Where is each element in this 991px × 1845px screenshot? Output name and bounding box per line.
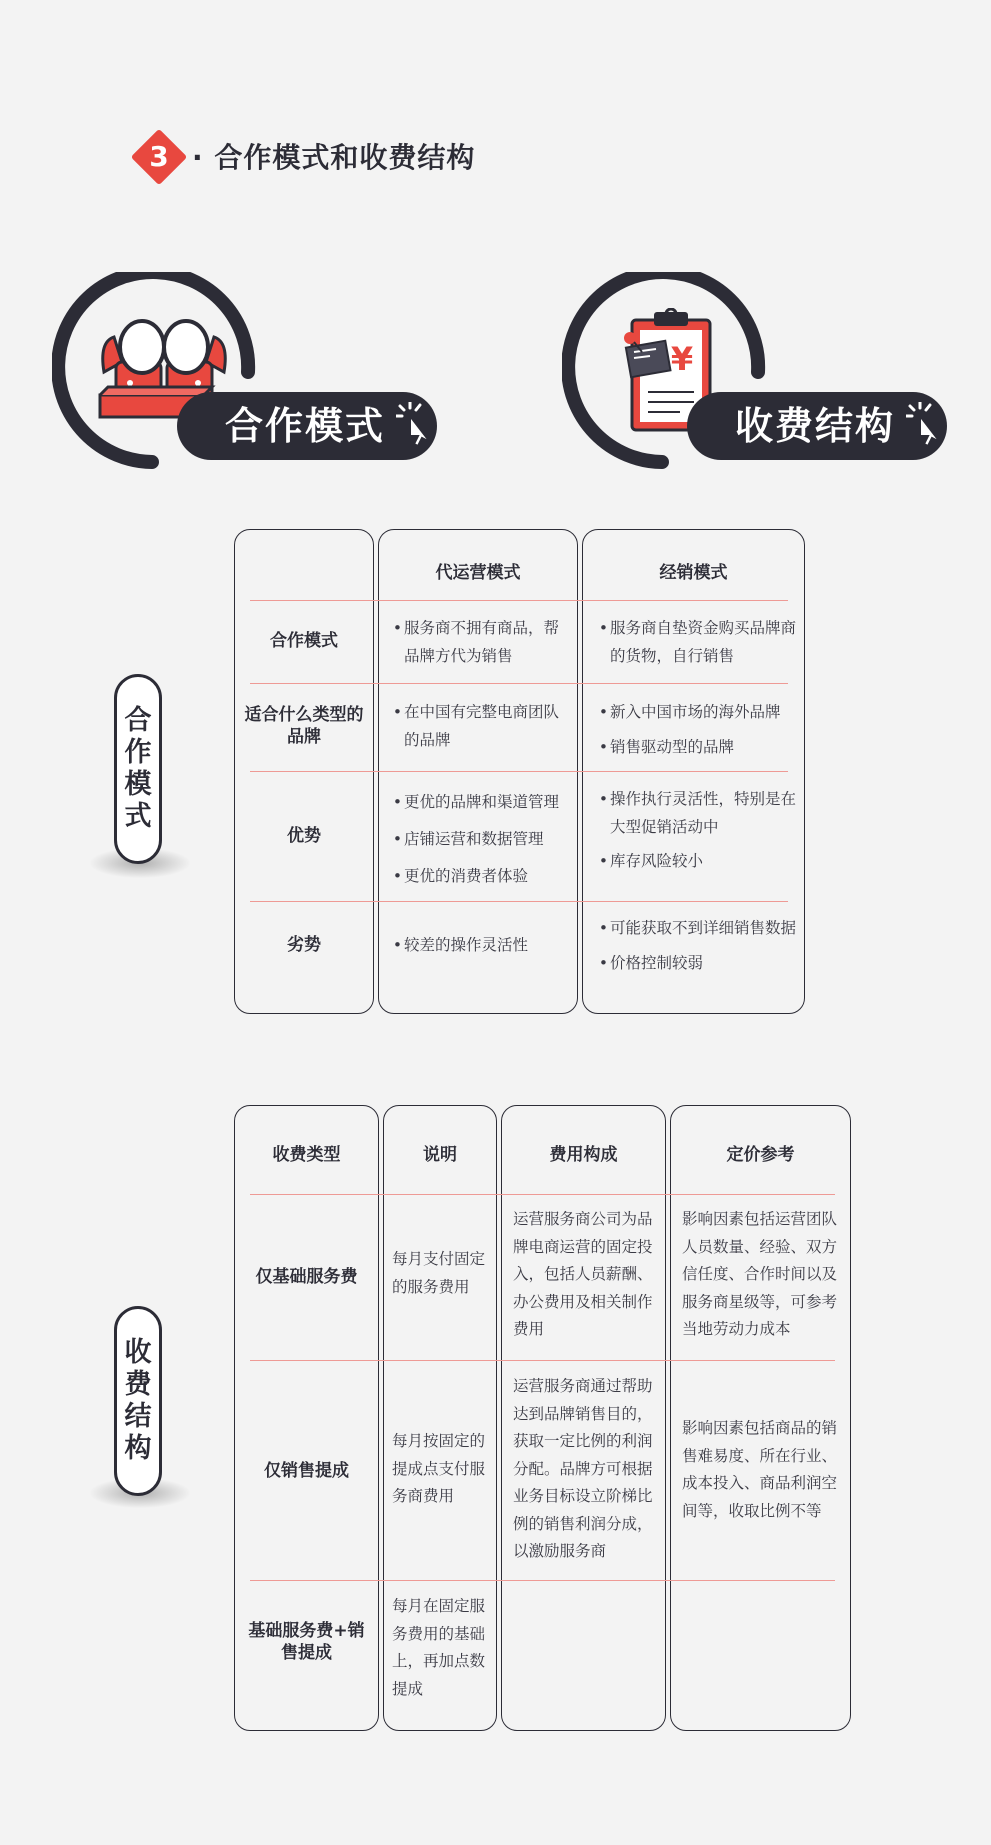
table-cell <box>597 695 799 765</box>
row-divider <box>250 1580 835 1581</box>
row-label: 仅销售提成 <box>264 1461 349 1481</box>
bullet-text: • 更优的品牌和渠道管理 <box>391 784 569 821</box>
bullet-text: • 库存风险较小 <box>597 847 799 875</box>
cursor-click-icon <box>396 402 444 450</box>
table-cell <box>391 784 569 895</box>
row-label: 合作模式 <box>270 631 338 651</box>
table-cell: 每月在固定服务费用的基础上，再加点数提成 <box>392 1597 486 1698</box>
side-label-char: 收 <box>124 1337 152 1368</box>
side-label-char: 结 <box>124 1401 152 1432</box>
table-cell: 影响因素包括运营团队人员数量、经验、双方信任度、合作时间以及服务商星级等，可参考当地劳动力成本 <box>682 1210 838 1338</box>
cursor-click-icon <box>906 402 954 450</box>
badge-fee <box>562 272 962 472</box>
bullet-text: • 价格控制较弱 <box>597 946 799 981</box>
column-header: 说明 <box>423 1145 457 1165</box>
bullet-text: • 可能获取不到详细销售数据 <box>597 911 799 946</box>
bullet-text: • 服务商自垫资金购买品牌商的货物，自行销售 <box>597 614 799 670</box>
row-divider <box>250 600 788 601</box>
bullet-text: • 新入中国市场的海外品牌 <box>597 695 799 730</box>
column-header: 收费类型 <box>272 1145 341 1165</box>
side-label-char: 费 <box>124 1369 152 1400</box>
bullet-text: • 店铺运营和数据管理 <box>391 821 569 858</box>
badge-text: 合作模式 <box>225 404 386 448</box>
side-label-char: 作 <box>124 737 152 768</box>
row-divider <box>250 771 788 772</box>
column-header: 费用构成 <box>549 1145 618 1165</box>
table-cell <box>597 614 799 670</box>
row-label: 劣势 <box>287 935 321 955</box>
table-cell <box>391 614 569 670</box>
side-label-char: 式 <box>124 801 152 832</box>
side-label-cooperation <box>114 674 162 864</box>
table-cell <box>391 698 569 754</box>
svg-text:¥: ¥ <box>670 340 694 378</box>
table-cell <box>391 931 569 959</box>
table-cell: 运营服务商公司为品牌电商运营的固定投入，包括人员薪酬、办公费用及相关制作费用 <box>513 1210 653 1338</box>
side-label-char: 构 <box>124 1433 152 1464</box>
row-divider <box>250 683 788 684</box>
table-cell <box>597 911 799 981</box>
section-number: 3 <box>149 140 169 173</box>
bullet-text: • 更优的消费者体验 <box>391 858 569 895</box>
table-cell: 影响因素包括商品的销售难易度、所在行业、成本投入、商品利润空间等，收取比例不等 <box>682 1419 838 1520</box>
row-label: 适合什么类型的品牌 <box>244 705 364 747</box>
row-label: 基础服务费+销售提成 <box>248 1621 365 1663</box>
side-label-char: 合 <box>124 705 152 736</box>
bullet-text: • 服务商不拥有商品，帮品牌方代为销售 <box>391 614 569 670</box>
badge-cooperation <box>52 272 452 472</box>
column-header: 经销模式 <box>659 563 728 583</box>
row-divider <box>250 1360 835 1361</box>
table-cell <box>597 785 799 875</box>
column-header: 代运营模式 <box>435 563 521 583</box>
row-label: 仅基础服务费 <box>255 1267 358 1287</box>
table-cell: 每月按固定的提成点支付服务商费用 <box>392 1432 486 1505</box>
side-label-char: 模 <box>124 769 152 800</box>
section-title: · 合作模式和收费结构 <box>192 141 476 174</box>
row-label: 优势 <box>287 826 321 846</box>
side-label-fee <box>114 1306 162 1496</box>
row-divider <box>250 901 788 902</box>
column-header: 定价参考 <box>726 1145 795 1165</box>
row-divider <box>250 1194 835 1195</box>
table-cell: 运营服务商通过帮助达到品牌销售目的，获取一定比例的利润分配。品牌方可根据业务目标设立阶梯比例的销售利润分成，以激励服务商 <box>513 1377 653 1560</box>
bullet-text: • 在中国有完整电商团队的品牌 <box>391 698 569 754</box>
table-cell: 每月支付固定的服务费用 <box>392 1250 486 1296</box>
bullet-text: • 操作执行灵活性，特别是在大型促销活动中 <box>597 785 799 841</box>
bullet-text: • 较差的操作灵活性 <box>391 931 569 959</box>
bullet-text: • 销售驱动型的品牌 <box>597 730 799 765</box>
section-number-badge <box>130 128 186 184</box>
badge-text: 收费结构 <box>735 404 896 448</box>
